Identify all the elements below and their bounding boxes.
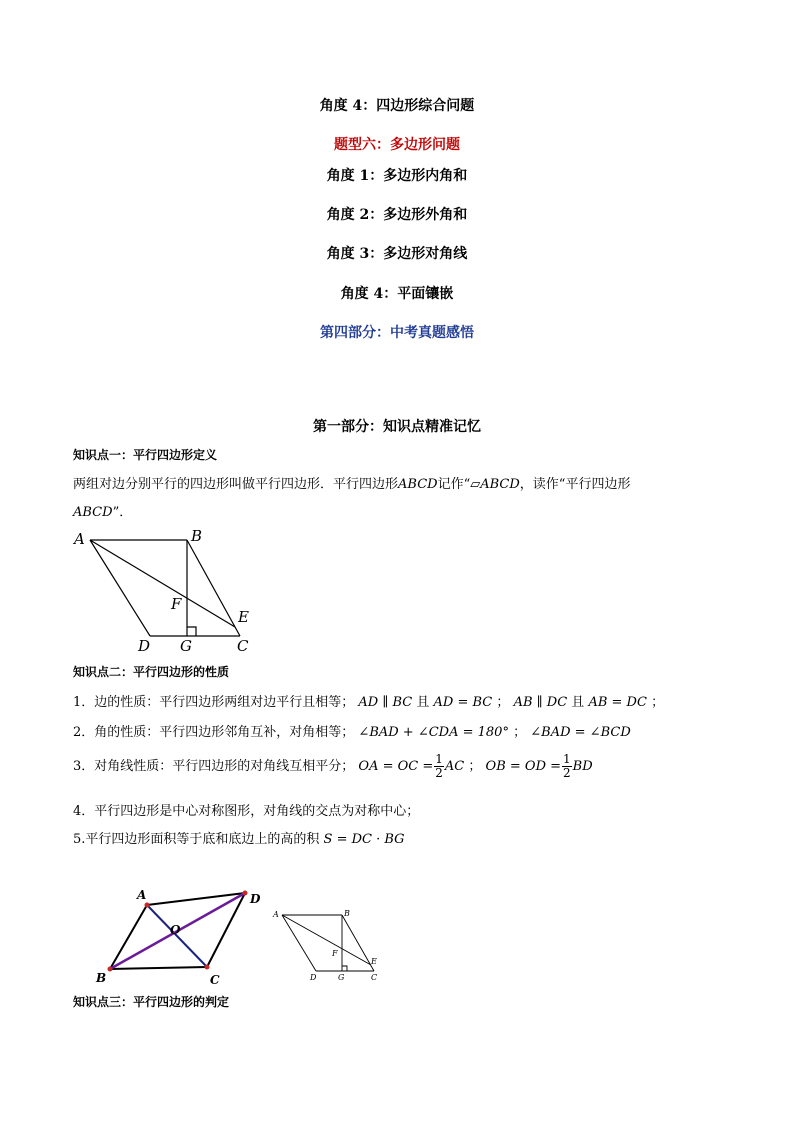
- fig3-side-bc: [342, 915, 374, 971]
- fig3-label-g: G: [338, 973, 345, 982]
- kp2-property-area: [73, 828, 405, 847]
- figure-parallelogram-small: [270, 905, 385, 985]
- kp2-p3-fraction-2: [562, 753, 572, 780]
- toc-item-exterior-angles[interactable]: 角度 2：多边形外角和: [326, 207, 468, 223]
- fig1-label-a: A: [74, 530, 85, 548]
- kp1-math-parallelogram-abcd: ▱ABCD: [470, 477, 520, 492]
- fig2-label-a: A: [137, 888, 147, 902]
- kp2-p1-ad-parallel-bc: AD ∥ BC: [358, 695, 413, 710]
- toc-item-angle4-quadrilateral[interactable]: 角度 4：四边形综合问题: [319, 98, 475, 114]
- fig2-label-b: B: [96, 971, 107, 985]
- toc-item-polygon-problems[interactable]: 题型六：多边形问题: [334, 137, 460, 153]
- kp2-p2-opposite-equal: ∠BAD = ∠BCD: [530, 725, 631, 740]
- kp1-text-e: ，读作“平行四边形: [519, 477, 631, 492]
- fig1-label-g: G: [180, 637, 192, 655]
- fig1-side-bc: [187, 540, 240, 636]
- kp1-definition-line1: [73, 473, 630, 492]
- kp1-text-c: 记作“: [437, 477, 471, 492]
- kp2-p3-sep: ；: [468, 759, 482, 774]
- kp1-math-abcd-2: ABCD: [73, 505, 113, 520]
- toc-item-exam-questions[interactable]: 第四部分：中考真题感悟: [320, 325, 474, 341]
- kp1-text-close: ”．: [112, 505, 133, 520]
- fig1-label-f: F: [171, 595, 182, 613]
- toc-item-diagonals[interactable]: 角度 3：多边形对角线: [326, 246, 468, 262]
- kp2-p3-frac2-num: 1: [563, 752, 571, 766]
- kp2-p3-frac1-den: 2: [435, 766, 443, 780]
- fig3-side-da: [282, 915, 316, 971]
- kp2-p5-area-formula: S = DC · BG: [323, 832, 405, 847]
- fig3-label-d: D: [310, 973, 317, 982]
- kp2-p3-frac1-num: 1: [435, 752, 443, 766]
- kp1-math-abcd: ABCD: [398, 477, 438, 492]
- toc-item-tessellation[interactable]: 角度 4：平面镶嵌: [340, 286, 454, 302]
- fig1-label-c: C: [237, 637, 249, 655]
- kp2-p3-frac2-den: 2: [563, 766, 571, 780]
- kp2-p5-prefix: 5.平行四边形面积等于底和底边上的高的积: [73, 832, 320, 847]
- kp2-property-sides: [73, 691, 664, 710]
- fig3-label-c: C: [371, 973, 378, 982]
- fig2-label-d: D: [250, 892, 261, 906]
- fig1-label-d: D: [138, 637, 151, 655]
- kp2-p1-ad-equals-bc: AD = BC: [433, 695, 493, 710]
- figure-parallelogram-diagonals: [90, 885, 265, 990]
- fig3-label-b: B: [344, 909, 350, 918]
- fig2-label-o: O: [170, 923, 181, 937]
- fig3-segment-ae: [282, 915, 371, 965]
- kp2-p1-ab-equals-dc: AB = DC: [588, 695, 647, 710]
- fig2-side-cb: [110, 967, 207, 969]
- fig2-point-c: [205, 965, 210, 970]
- fig1-side-da: [90, 540, 150, 636]
- fig2-label-c: C: [210, 973, 220, 987]
- kp1-definition-line2: [73, 501, 132, 520]
- kp2-p3-prefix: 3．对角线性质：平行四边形的对角线互相平分；: [73, 759, 355, 774]
- kp2-property-diagonals: [73, 753, 593, 780]
- kp2-p3-bd: BD: [572, 759, 593, 774]
- toc-item-interior-angles[interactable]: 角度 1：多边形内角和: [326, 168, 468, 184]
- section-title: 第一部分：知识点精准记忆: [313, 419, 481, 435]
- kp2-p3-oa-oc: OA = OC =: [358, 759, 434, 774]
- kp2-property-angles: [73, 721, 631, 740]
- fig3-label-a: A: [273, 910, 279, 919]
- fig3-label-e: E: [371, 957, 377, 966]
- fig2-side-ad: [147, 893, 245, 905]
- fig1-label-b: B: [191, 527, 203, 545]
- fig3-right-angle-mark: [342, 966, 347, 971]
- kp2-p1-ab-parallel-dc: AB ∥ DC: [513, 695, 568, 710]
- kp2-p2-sep: ；: [513, 725, 527, 740]
- kp2-p2-supplementary: ∠BAD + ∠CDA = 180°: [358, 725, 509, 740]
- kp2-p1-and-1: 且: [416, 695, 430, 710]
- kp2-heading: 知识点二：平行四边形的性质: [73, 665, 230, 679]
- kp2-p1-sep: ；: [496, 695, 510, 710]
- fig2-point-b: [108, 967, 113, 972]
- kp1-text-a: 两组对边分别平行的四边形叫做平行四边形．平行四边形: [73, 477, 399, 492]
- fig2-point-a: [145, 903, 150, 908]
- fig1-segment-ae: [90, 540, 235, 627]
- kp3-heading: 知识点三：平行四边形的判定: [73, 995, 230, 1009]
- kp2-p1-and-2: 且: [571, 695, 585, 710]
- fig2-point-d: [243, 891, 248, 896]
- fig3-label-f: F: [332, 949, 338, 958]
- kp2-p3-fraction-1: [434, 753, 444, 780]
- kp1-heading: 知识点一：平行四边形定义: [73, 448, 218, 462]
- kp2-p3-ob-od: OB = OD =: [485, 759, 562, 774]
- kp2-p3-ac: AC: [444, 759, 465, 774]
- fig1-label-e: E: [238, 608, 249, 626]
- kp2-p2-prefix: 2．角的性质：平行四边形邻角互补，对角相等；: [73, 725, 355, 740]
- kp2-p1-prefix: 1．边的性质：平行四边形两组对边平行且相等；: [73, 695, 355, 710]
- kp2-property-symmetry: 4．平行四边形是中心对称图形，对角线的交点为对称中心；: [73, 804, 420, 819]
- kp2-p1-end: ；: [651, 695, 665, 710]
- fig1-right-angle-mark: [187, 627, 196, 636]
- figure-parallelogram-1: [70, 525, 260, 655]
